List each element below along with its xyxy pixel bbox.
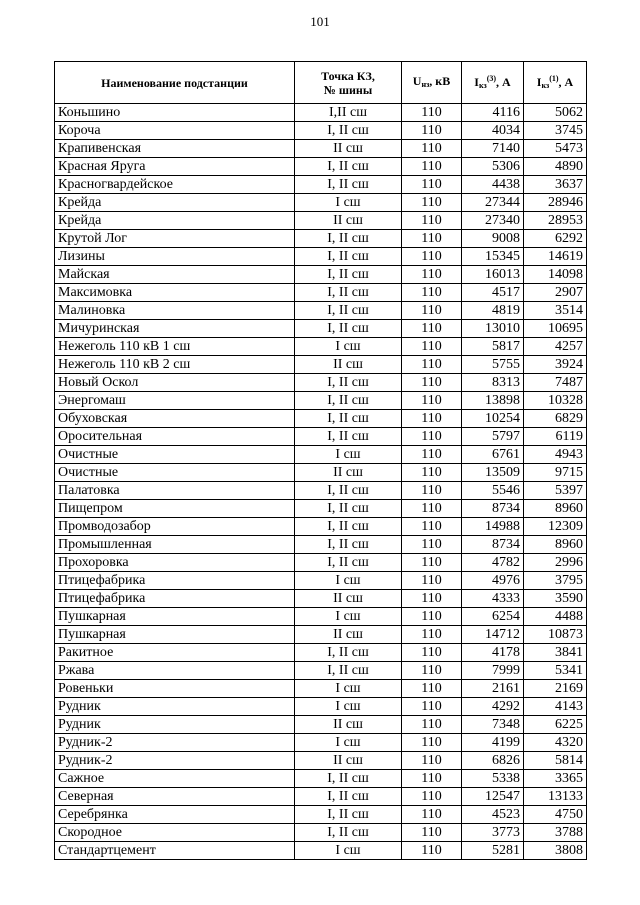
page-number: 101 <box>310 14 330 29</box>
header-fault-point-line1: Точка КЗ, <box>321 68 375 83</box>
cell-substation-name: Обуховская <box>55 410 295 428</box>
cell-single-phase-current: 10873 <box>524 626 587 644</box>
cell-fault-point: I, II сш <box>295 410 402 428</box>
table-row <box>55 122 587 140</box>
cell-voltage: 110 <box>402 554 462 572</box>
cell-voltage: 110 <box>402 788 462 806</box>
cell-substation-name: Ровеньки <box>55 680 295 698</box>
cell-fault-point: I сш <box>295 734 402 752</box>
table-row <box>55 320 587 338</box>
cell-fault-point: I, II сш <box>295 248 402 266</box>
cell-single-phase-current: 6829 <box>524 410 587 428</box>
header-i1-unit: , А <box>558 75 574 89</box>
cell-voltage: 110 <box>402 374 462 392</box>
cell-single-phase-current: 3795 <box>524 572 587 590</box>
cell-single-phase-current: 5062 <box>524 104 587 122</box>
cell-single-phase-current: 5473 <box>524 140 587 158</box>
cell-substation-name: Птицефабрика <box>55 572 295 590</box>
cell-single-phase-current: 14098 <box>524 266 587 284</box>
table-row <box>55 338 587 356</box>
cell-substation-name: Нежеголь 110 кВ 1 сш <box>55 338 295 356</box>
cell-single-phase-current: 3841 <box>524 644 587 662</box>
cell-single-phase-current: 5397 <box>524 482 587 500</box>
cell-three-phase-current: 8313 <box>462 374 524 392</box>
cell-voltage: 110 <box>402 410 462 428</box>
cell-three-phase-current: 27340 <box>462 212 524 230</box>
cell-substation-name: Прохоровка <box>55 554 295 572</box>
cell-substation-name: Скородное <box>55 824 295 842</box>
cell-voltage: 110 <box>402 464 462 482</box>
cell-three-phase-current: 4116 <box>462 104 524 122</box>
cell-single-phase-current: 2996 <box>524 554 587 572</box>
cell-substation-name: Промышленная <box>55 536 295 554</box>
table-row <box>55 482 587 500</box>
cell-fault-point: I сш <box>295 446 402 464</box>
cell-voltage: 110 <box>402 302 462 320</box>
table-row <box>55 824 587 842</box>
cell-single-phase-current: 2907 <box>524 284 587 302</box>
cell-substation-name: Майская <box>55 266 295 284</box>
cell-single-phase-current: 14619 <box>524 248 587 266</box>
cell-single-phase-current: 9715 <box>524 464 587 482</box>
cell-voltage: 110 <box>402 230 462 248</box>
table-row <box>55 752 587 770</box>
cell-three-phase-current: 4292 <box>462 698 524 716</box>
cell-substation-name: Малиновка <box>55 302 295 320</box>
cell-substation-name: Рудник-2 <box>55 752 295 770</box>
cell-three-phase-current: 4819 <box>462 302 524 320</box>
table-row <box>55 716 587 734</box>
cell-substation-name: Серебрянка <box>55 806 295 824</box>
cell-fault-point: I сш <box>295 842 402 860</box>
cell-substation-name: Пушкарная <box>55 626 295 644</box>
header-voltage-unit: , кВ <box>429 73 451 88</box>
cell-voltage: 110 <box>402 752 462 770</box>
cell-fault-point: I, II сш <box>295 770 402 788</box>
cell-single-phase-current: 4320 <box>524 734 587 752</box>
header-voltage-symbol: U <box>412 73 422 88</box>
table-row <box>55 158 587 176</box>
header-i1-superscript: (1) <box>549 74 559 83</box>
cell-voltage: 110 <box>402 698 462 716</box>
cell-fault-point: II сш <box>295 752 402 770</box>
table-header <box>55 62 587 104</box>
header-i3-symbol: I <box>474 75 479 89</box>
cell-fault-point: I сш <box>295 608 402 626</box>
table-row <box>55 392 587 410</box>
table-row <box>55 788 587 806</box>
cell-three-phase-current: 7140 <box>462 140 524 158</box>
cell-substation-name: Стандартцемент <box>55 842 295 860</box>
table-row <box>55 266 587 284</box>
cell-substation-name: Красногвардейское <box>55 176 295 194</box>
cell-substation-name: Сажное <box>55 770 295 788</box>
cell-three-phase-current: 4517 <box>462 284 524 302</box>
cell-single-phase-current: 3808 <box>524 842 587 860</box>
cell-voltage: 110 <box>402 500 462 518</box>
cell-fault-point: I, II сш <box>295 284 402 302</box>
cell-substation-name: Ракитное <box>55 644 295 662</box>
cell-substation-name: Промводозабор <box>55 518 295 536</box>
table-row <box>55 104 587 122</box>
header-i1-subscript: кз <box>541 81 550 90</box>
cell-substation-name: Мичуринская <box>55 320 295 338</box>
cell-three-phase-current: 14712 <box>462 626 524 644</box>
cell-three-phase-current: 4199 <box>462 734 524 752</box>
cell-fault-point: I, II сш <box>295 176 402 194</box>
table-row <box>55 644 587 662</box>
cell-single-phase-current: 6292 <box>524 230 587 248</box>
cell-fault-point: I, II сш <box>295 266 402 284</box>
cell-fault-point: I, II сш <box>295 392 402 410</box>
header-row <box>55 62 587 104</box>
header-i3-unit: , А <box>496 75 511 89</box>
cell-three-phase-current: 4523 <box>462 806 524 824</box>
cell-single-phase-current: 3590 <box>524 590 587 608</box>
header-three-phase-current <box>462 62 524 104</box>
cell-single-phase-current: 4488 <box>524 608 587 626</box>
cell-single-phase-current: 28953 <box>524 212 587 230</box>
cell-voltage: 110 <box>402 662 462 680</box>
cell-three-phase-current: 16013 <box>462 266 524 284</box>
cell-substation-name: Очистные <box>55 464 295 482</box>
cell-voltage: 110 <box>402 536 462 554</box>
cell-three-phase-current: 7348 <box>462 716 524 734</box>
cell-three-phase-current: 15345 <box>462 248 524 266</box>
cell-voltage: 110 <box>402 770 462 788</box>
cell-single-phase-current: 13133 <box>524 788 587 806</box>
cell-substation-name: Нежеголь 110 кВ 2 сш <box>55 356 295 374</box>
cell-voltage: 110 <box>402 266 462 284</box>
cell-three-phase-current: 2161 <box>462 680 524 698</box>
table-row <box>55 698 587 716</box>
cell-single-phase-current: 4890 <box>524 158 587 176</box>
cell-fault-point: II сш <box>295 140 402 158</box>
table-row <box>55 248 587 266</box>
cell-three-phase-current: 6254 <box>462 608 524 626</box>
cell-three-phase-current: 4178 <box>462 644 524 662</box>
cell-substation-name: Пищепром <box>55 500 295 518</box>
cell-voltage: 110 <box>402 842 462 860</box>
cell-three-phase-current: 4782 <box>462 554 524 572</box>
cell-three-phase-current: 5281 <box>462 842 524 860</box>
cell-three-phase-current: 10254 <box>462 410 524 428</box>
cell-voltage: 110 <box>402 572 462 590</box>
cell-three-phase-current: 6826 <box>462 752 524 770</box>
cell-fault-point: I, II сш <box>295 644 402 662</box>
table-row <box>55 140 587 158</box>
table-row <box>55 176 587 194</box>
cell-voltage: 110 <box>402 212 462 230</box>
table-row <box>55 572 587 590</box>
cell-three-phase-current: 13898 <box>462 392 524 410</box>
header-fault-point <box>295 62 402 104</box>
cell-fault-point: I,II сш <box>295 104 402 122</box>
cell-fault-point: I сш <box>295 680 402 698</box>
cell-voltage: 110 <box>402 518 462 536</box>
cell-fault-point: II сш <box>295 356 402 374</box>
cell-three-phase-current: 13509 <box>462 464 524 482</box>
cell-substation-name: Максимовка <box>55 284 295 302</box>
cell-substation-name: Палатовка <box>55 482 295 500</box>
table-row <box>55 464 587 482</box>
table-row <box>55 806 587 824</box>
cell-single-phase-current: 3637 <box>524 176 587 194</box>
cell-fault-point: I сш <box>295 698 402 716</box>
cell-three-phase-current: 8734 <box>462 500 524 518</box>
cell-fault-point: I, II сш <box>295 428 402 446</box>
table-body <box>55 104 587 860</box>
cell-single-phase-current: 3788 <box>524 824 587 842</box>
cell-substation-name: Ржава <box>55 662 295 680</box>
cell-single-phase-current: 3745 <box>524 122 587 140</box>
cell-three-phase-current: 4034 <box>462 122 524 140</box>
cell-substation-name: Рудник <box>55 716 295 734</box>
table-row <box>55 536 587 554</box>
cell-three-phase-current: 5546 <box>462 482 524 500</box>
table-row <box>55 194 587 212</box>
cell-voltage: 110 <box>402 140 462 158</box>
cell-single-phase-current: 6225 <box>524 716 587 734</box>
substation-table <box>54 61 587 860</box>
table-row <box>55 302 587 320</box>
cell-fault-point: I сш <box>295 194 402 212</box>
cell-voltage: 110 <box>402 680 462 698</box>
cell-substation-name: Коньшино <box>55 104 295 122</box>
cell-three-phase-current: 3773 <box>462 824 524 842</box>
table-row <box>55 734 587 752</box>
cell-fault-point: I, II сш <box>295 302 402 320</box>
table-row <box>55 554 587 572</box>
cell-single-phase-current: 5341 <box>524 662 587 680</box>
header-i3-subscript: кз <box>478 81 487 90</box>
cell-substation-name: Короча <box>55 122 295 140</box>
cell-voltage: 110 <box>402 392 462 410</box>
cell-three-phase-current: 4438 <box>462 176 524 194</box>
cell-voltage: 110 <box>402 338 462 356</box>
cell-voltage: 110 <box>402 356 462 374</box>
table-row <box>55 500 587 518</box>
header-i1-symbol: I <box>536 75 542 89</box>
cell-fault-point: I, II сш <box>295 536 402 554</box>
cell-substation-name: Оросительная <box>55 428 295 446</box>
cell-single-phase-current: 10328 <box>524 392 587 410</box>
cell-fault-point: II сш <box>295 626 402 644</box>
cell-voltage: 110 <box>402 734 462 752</box>
cell-single-phase-current: 2169 <box>524 680 587 698</box>
cell-single-phase-current: 4257 <box>524 338 587 356</box>
cell-three-phase-current: 9008 <box>462 230 524 248</box>
table-row <box>55 410 587 428</box>
cell-single-phase-current: 3514 <box>524 302 587 320</box>
header-i3-superscript: (3) <box>486 74 497 83</box>
cell-fault-point: I, II сш <box>295 500 402 518</box>
header-voltage <box>402 62 462 104</box>
cell-three-phase-current: 4333 <box>462 590 524 608</box>
cell-three-phase-current: 5306 <box>462 158 524 176</box>
cell-fault-point: I, II сш <box>295 122 402 140</box>
cell-voltage: 110 <box>402 176 462 194</box>
cell-three-phase-current: 27344 <box>462 194 524 212</box>
cell-fault-point: I сш <box>295 572 402 590</box>
cell-substation-name: Новый Оскол <box>55 374 295 392</box>
table-row <box>55 770 587 788</box>
cell-substation-name: Очистные <box>55 446 295 464</box>
cell-three-phase-current: 7999 <box>462 662 524 680</box>
cell-voltage: 110 <box>402 590 462 608</box>
cell-fault-point: I, II сш <box>295 320 402 338</box>
table-row <box>55 374 587 392</box>
table-row <box>55 212 587 230</box>
cell-voltage: 110 <box>402 428 462 446</box>
table-row <box>55 680 587 698</box>
cell-substation-name: Пушкарная <box>55 608 295 626</box>
cell-three-phase-current: 12547 <box>462 788 524 806</box>
cell-voltage: 110 <box>402 644 462 662</box>
cell-substation-name: Крапивенская <box>55 140 295 158</box>
cell-fault-point: I, II сш <box>295 824 402 842</box>
cell-single-phase-current: 3924 <box>524 356 587 374</box>
cell-single-phase-current: 4943 <box>524 446 587 464</box>
cell-voltage: 110 <box>402 482 462 500</box>
cell-voltage: 110 <box>402 248 462 266</box>
cell-substation-name: Крейда <box>55 212 295 230</box>
cell-substation-name: Северная <box>55 788 295 806</box>
cell-voltage: 110 <box>402 194 462 212</box>
cell-voltage: 110 <box>402 806 462 824</box>
cell-three-phase-current: 6761 <box>462 446 524 464</box>
cell-fault-point: I, II сш <box>295 230 402 248</box>
table-row <box>55 230 587 248</box>
header-fault-point-line2: № шины <box>323 82 373 97</box>
cell-voltage: 110 <box>402 320 462 338</box>
cell-substation-name: Красная Яруга <box>55 158 295 176</box>
cell-voltage: 110 <box>402 824 462 842</box>
cell-single-phase-current: 5814 <box>524 752 587 770</box>
cell-substation-name: Рудник-2 <box>55 734 295 752</box>
cell-fault-point: I, II сш <box>295 788 402 806</box>
table-row <box>55 518 587 536</box>
cell-substation-name: Птицефабрика <box>55 590 295 608</box>
cell-substation-name: Рудник <box>55 698 295 716</box>
cell-voltage: 110 <box>402 608 462 626</box>
table-row <box>55 428 587 446</box>
cell-fault-point: I, II сш <box>295 554 402 572</box>
cell-single-phase-current: 8960 <box>524 500 587 518</box>
cell-fault-point: II сш <box>295 590 402 608</box>
cell-substation-name: Крутой Лог <box>55 230 295 248</box>
cell-single-phase-current: 3365 <box>524 770 587 788</box>
cell-fault-point: I, II сш <box>295 482 402 500</box>
cell-single-phase-current: 7487 <box>524 374 587 392</box>
header-voltage-subscript: нз <box>421 79 430 89</box>
cell-fault-point: II сш <box>295 716 402 734</box>
cell-voltage: 110 <box>402 158 462 176</box>
cell-voltage: 110 <box>402 104 462 122</box>
cell-fault-point: II сш <box>295 464 402 482</box>
cell-voltage: 110 <box>402 716 462 734</box>
cell-fault-point: I, II сш <box>295 374 402 392</box>
cell-single-phase-current: 12309 <box>524 518 587 536</box>
table-row <box>55 446 587 464</box>
cell-three-phase-current: 5338 <box>462 770 524 788</box>
cell-substation-name: Лизины <box>55 248 295 266</box>
table-row <box>55 662 587 680</box>
header-substation-name: Наименование подстанции <box>55 62 295 104</box>
cell-voltage: 110 <box>402 626 462 644</box>
cell-three-phase-current: 8734 <box>462 536 524 554</box>
cell-fault-point: I, II сш <box>295 662 402 680</box>
table-row <box>55 590 587 608</box>
table-row <box>55 284 587 302</box>
cell-substation-name: Энергомаш <box>55 392 295 410</box>
cell-fault-point: I, II сш <box>295 158 402 176</box>
table-row <box>55 356 587 374</box>
cell-three-phase-current: 14988 <box>462 518 524 536</box>
cell-single-phase-current: 4143 <box>524 698 587 716</box>
cell-single-phase-current: 8960 <box>524 536 587 554</box>
cell-three-phase-current: 5817 <box>462 338 524 356</box>
cell-fault-point: I сш <box>295 338 402 356</box>
cell-substation-name: Крейда <box>55 194 295 212</box>
cell-fault-point: II сш <box>295 212 402 230</box>
cell-single-phase-current: 28946 <box>524 194 587 212</box>
cell-voltage: 110 <box>402 446 462 464</box>
cell-voltage: 110 <box>402 122 462 140</box>
table-row <box>55 608 587 626</box>
cell-three-phase-current: 4976 <box>462 572 524 590</box>
header-single-phase-current <box>524 62 587 104</box>
table-row <box>55 626 587 644</box>
cell-three-phase-current: 13010 <box>462 320 524 338</box>
cell-voltage: 110 <box>402 284 462 302</box>
table-row <box>55 842 587 860</box>
cell-single-phase-current: 4750 <box>524 806 587 824</box>
cell-three-phase-current: 5797 <box>462 428 524 446</box>
cell-fault-point: I, II сш <box>295 806 402 824</box>
cell-three-phase-current: 5755 <box>462 356 524 374</box>
cell-single-phase-current: 6119 <box>524 428 587 446</box>
cell-fault-point: I, II сш <box>295 518 402 536</box>
cell-single-phase-current: 10695 <box>524 320 587 338</box>
